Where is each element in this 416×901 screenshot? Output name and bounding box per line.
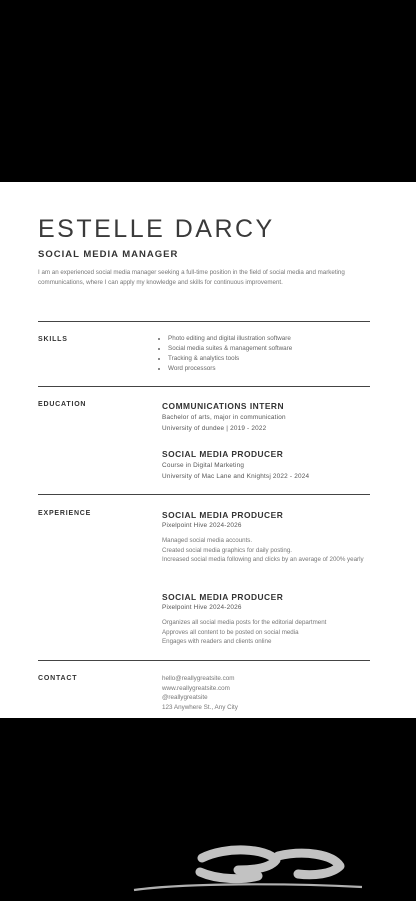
contact-website[interactable]: www.reallygreatsite.com [162, 684, 230, 692]
contact-list [162, 674, 238, 713]
experience-entry-description [162, 536, 374, 565]
skill-item: • Social media suites & management software [168, 344, 292, 354]
resume-role: SOCIAL MEDIA MANAGER [38, 249, 179, 260]
experience-line: Approves all content to be posted on social media [162, 628, 299, 636]
divider-skills [38, 321, 370, 322]
education-entry-school: University of dundee | 2019 - 2022 [162, 425, 267, 432]
experience-entry-description [162, 618, 374, 647]
education-entry-degree: Course in Digital Marketing [162, 462, 245, 469]
experience-line: Managed social media accounts. [162, 537, 253, 544]
divider-contact [38, 660, 370, 661]
education-entry-school: University of Mac Lane and Knightsj 2022 - 2024 [162, 473, 310, 480]
haraj-logo-icon [126, 836, 366, 896]
skill-item: • Photo editing and digital illustration software [168, 334, 292, 344]
skills-list [160, 334, 292, 374]
divider-experience [38, 494, 370, 495]
education-entry-degree: Bachelor of arts, major in communication [162, 414, 286, 421]
divider-education [38, 386, 370, 387]
experience-entry-title: SOCIAL MEDIA PRODUCER [162, 592, 284, 602]
resume-name: ESTELLE DARCY [38, 215, 275, 243]
skill-item: • Tracking & analytics tools [168, 354, 292, 364]
experience-entry-company: Pixelpoint Hive 2024-2026 [162, 522, 242, 529]
experience-line: Organizes all social media posts for the editorial department [162, 619, 327, 626]
resume-page [0, 182, 416, 718]
resume-summary: I am an experienced social media manager seeking a full-time position in the field of social media and marketing communications, where I can apply my knowledge and skills for continuous improvement. [38, 269, 345, 286]
contact-email[interactable]: hello@reallygreatsite.com [162, 675, 235, 682]
experience-entry-title: SOCIAL MEDIA PRODUCER [162, 510, 284, 520]
section-label-experience: EXPERIENCE [38, 510, 92, 517]
experience-line: Created social media graphics for daily posting. [162, 546, 293, 554]
experience-entry-company: Pixelpoint Hive 2024-2026 [162, 604, 242, 611]
section-label-skills: SKILLS [38, 336, 68, 343]
skill-item: • Word processors [168, 364, 292, 374]
section-label-education: EDUCATION [38, 401, 87, 408]
section-label-contact: CONTACT [38, 675, 78, 682]
contact-handle: @reallygreatsite [162, 694, 208, 702]
experience-line: Engages with readers and clients online [162, 638, 272, 646]
education-entry-title: COMMUNICATIONS INTERN [162, 401, 285, 411]
education-entry-title: SOCIAL MEDIA PRODUCER [162, 449, 284, 459]
haraj-watermark-logo [126, 836, 366, 896]
contact-address: 123 Anywhere St., Any City [162, 704, 238, 712]
experience-line: Increased social media following and clicks by an average of 200% yearly [162, 556, 364, 564]
